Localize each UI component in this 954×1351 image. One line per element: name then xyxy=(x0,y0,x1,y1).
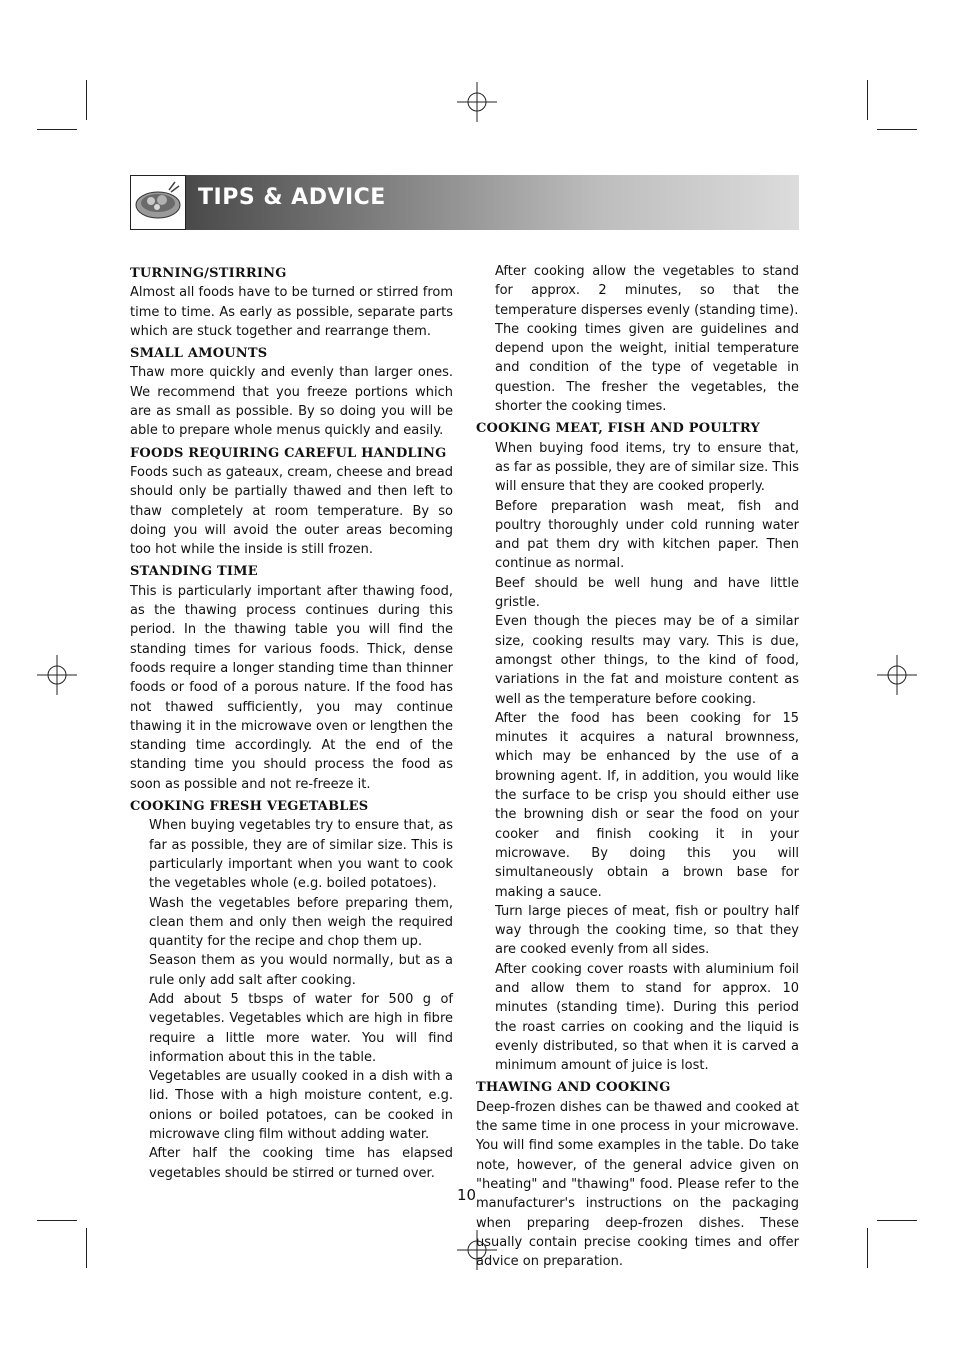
section-body: Almost all foods have to be turned or stirred from time to time. As early as possible, separate parts which are stuck together and rearrange them. xyxy=(130,285,453,339)
section-body xyxy=(476,439,799,1076)
section-body: This is particularly important after thawing food, as the thawing process continues during this period. In the thawing table you will find the standing times for various foods. Thick, dense foods require a longer standing time than thinner foods or food of a porous nature. If the food has not thawed sufficiently, you may continue thawing it in the microwave oven or lengthen the standing time accordingly. At the end of the standing time you should process the food as soon as possible and not re-freeze it. xyxy=(130,583,453,792)
paragraph: After the food has been cooking for 15 minutes it acquires a natural brownness, which may be enhanced by the use of a browning agent. If, in addition, you would like the surface to be crisp you should either use the browning dish or sear the food on your cooker and finish cooking it in your microwave. By doing this you will simultaneously obtain a brown base for making a sauce. xyxy=(495,710,799,900)
section-body xyxy=(130,816,453,1183)
paragraph: Season them as you would normally, but as a rule only add salt after cooking. xyxy=(149,953,453,988)
paragraph: Even though the pieces may be of a similar size, cooking results may vary. This is due, amongst other things, to the kind of food, variations in the fat and moisture content as well as the temperature before cooking. xyxy=(495,614,799,707)
section-body: Thaw more quickly and evenly than larger ones. We recommend that you freeze portions which are as small as possible. By so doing you will be able to prepare whole menus quickly and easily. xyxy=(130,365,453,439)
section-title: FOODS REQUIRING CAREFUL HANDLING xyxy=(130,445,447,461)
paragraph: When buying vegetables try to ensure that, as far as possible, they are of similar size. This is particularly important when you want to cook the vegetables whole (e.g. boiled potatoes). xyxy=(149,818,453,892)
paragraph: Before preparation wash meat, fish and poultry thoroughly under cold running water and pat them dry with kitchen paper. Then continue as normal. xyxy=(495,498,799,572)
paragraph: Wash the vegetables before preparing them, clean them and only then weigh the required quantity for the recipe and chop them up. xyxy=(149,895,453,950)
section-title: COOKING MEAT, FISH AND POULTRY xyxy=(476,421,761,437)
page-title: TIPS & ADVICE xyxy=(198,185,386,210)
section-body: Deep-frozen dishes can be thawed and cooked at the same time in one process in your microwave. You will find some examples in the table. Do take note, however, of the general advice given on "heating" and "thawing" food. Please refer to the manufacturer's instructions on the packaging when preparing deep-frozen dishes. These usually contain precise cooking times and offer advice on preparation. xyxy=(476,1099,799,1270)
crop-mark xyxy=(86,1228,87,1268)
paragraph: When buying food items, try to ensure that, as far as possible, they are of similar size. This will ensure that they are cooked properly. xyxy=(495,440,799,495)
page-number: 10 xyxy=(457,1186,477,1204)
section-title: THAWING AND COOKING xyxy=(476,1080,671,1096)
section-body xyxy=(476,262,799,416)
right-column xyxy=(476,262,799,1271)
paragraph: After cooking cover roasts with aluminium foil and allow them to stand for approx. 10 minutes (standing time). During this period the roast carries on cooking and the liquid is evenly distributed, so that when it is carved a minimum amount of juice is lost. xyxy=(495,961,799,1074)
paragraph: Turn large pieces of meat, fish or poultry half way through the cooking time, so that they are cooked evenly from all sides. xyxy=(495,903,799,958)
paragraph: Vegetables are usually cooked in a dish with a lid. Those with a high moisture content, e.g. onions or boiled potatoes, can be cooked in microwave cling film without adding water. xyxy=(149,1069,453,1143)
crop-mark xyxy=(86,80,87,120)
section-body: Foods such as gateaux, cream, cheese and bread should only be partially thawed and then left to thaw completely at room temperature. By so doing you will avoid the outer areas becoming too hot while the inside is still frozen. xyxy=(130,464,453,558)
registration-mark-icon xyxy=(877,655,917,695)
crop-mark xyxy=(37,1220,77,1221)
crop-mark xyxy=(877,1220,917,1221)
left-column xyxy=(130,262,453,1183)
section-title: TURNING/STIRRING xyxy=(130,266,287,281)
crop-mark xyxy=(867,80,868,120)
paragraph: After cooking allow the vegetables to stand for approx. 2 minutes, so that the temperature disperses evenly (standing time). xyxy=(495,264,799,318)
section-title: SMALL AMOUNTS xyxy=(130,346,268,362)
paragraph: Beef should be well hung and have little gristle. xyxy=(495,575,799,611)
food-dish-icon xyxy=(130,175,186,230)
crop-mark xyxy=(37,129,77,130)
paragraph: The cooking times given are guidelines and depend upon the weight, initial temperature and condition of the type of vegetable in question. The fresher the vegetables, the shorter the cooking times. xyxy=(495,321,799,415)
registration-mark-icon xyxy=(457,82,497,122)
section-title: COOKING FRESH VEGETABLES xyxy=(130,799,369,815)
crop-mark xyxy=(867,1228,868,1268)
registration-mark-icon xyxy=(37,655,77,695)
crop-mark xyxy=(877,129,917,130)
section-title: STANDING TIME xyxy=(130,564,258,580)
section-header xyxy=(130,175,799,230)
paragraph: Add about 5 tbsps of water for 500 g of vegetables. Vegetables which are high in fibre require a little more water. You will find information about this in the table. xyxy=(149,991,453,1065)
paragraph: After half the cooking time has elapsed vegetables should be stirred or turned over. xyxy=(149,1146,453,1181)
